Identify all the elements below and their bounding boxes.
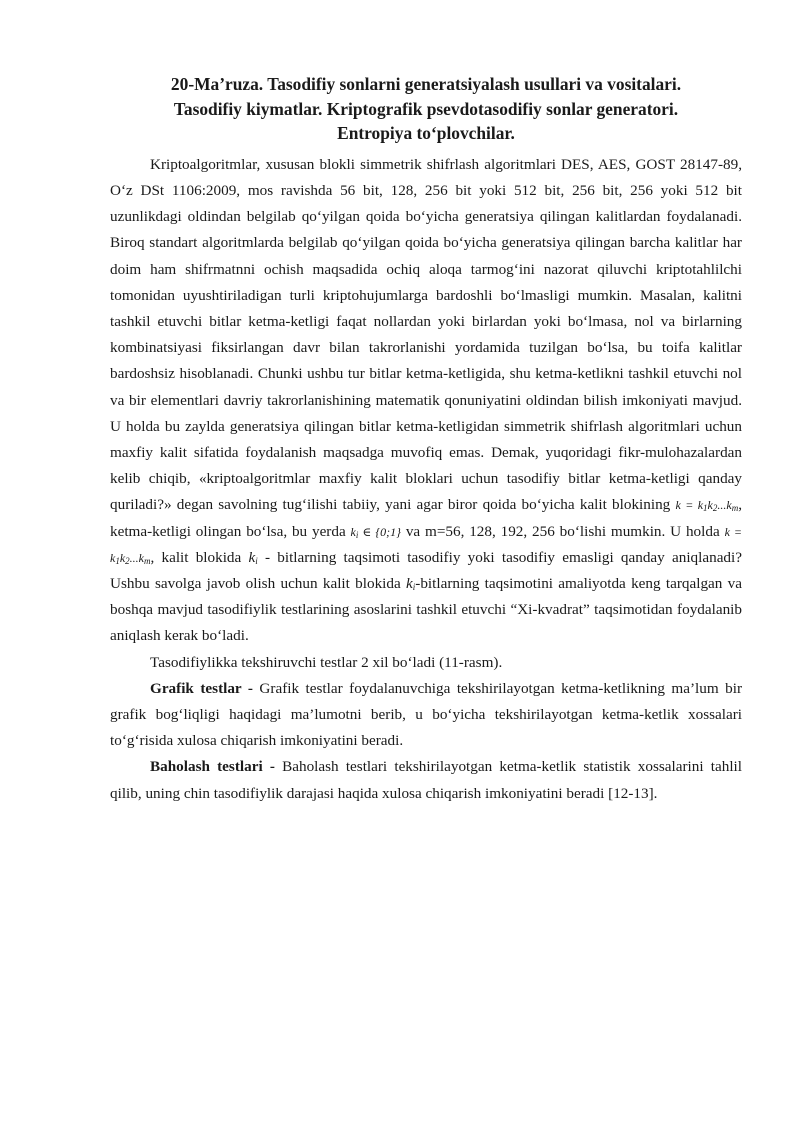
m-values: m=56, 128, 192, 256 bbox=[425, 522, 555, 540]
paragraph-text: Grafik testlar foydalanuvchiga tekshirilayotgan ketma-ketlikning ma’lum bir grafik bog‘liqligi haqidagi ma’lumotni berib, u bo‘yicha tekshirilayotgan ketma-ketlik xossalari to‘g‘risida xulosa chiqarish imkoniyatini beradi. bbox=[110, 679, 743, 750]
document-page bbox=[110, 72, 742, 807]
title-line-2: Tasodifiy kiymatlar. Kriptografik psevdotasodifiy sonlar generatori. bbox=[173, 98, 679, 119]
formula-k-sequence-2: $k = k_1k_2...k_m$ bbox=[110, 524, 743, 566]
term-graphic-tests: Grafik testlar - bbox=[150, 679, 253, 697]
paragraph-text: bo‘lishi mumkin. U holda bbox=[559, 522, 720, 540]
lecture-title bbox=[110, 72, 742, 146]
formula-k-sequence: $k = k_1k_2...k_m$ bbox=[675, 498, 739, 514]
paragraph-text: , ketma-ketligi olingan bo‘lsa, bu yerda bbox=[110, 496, 742, 540]
paragraph-intro bbox=[110, 152, 742, 650]
formula-ki: $k_i$ bbox=[248, 548, 258, 566]
title-line-3: Entropiya to‘plovchilar. bbox=[337, 123, 515, 144]
paragraph-text: va bbox=[405, 522, 421, 540]
paragraph-text: -bitlarning taqsimotini amaliyotda keng tarqalgan va boshqa mavjud tasodifiylik testlarining asoslarini tashkil etuvchi “Xi-kvadrat” taqsimotidan foydalanib aniqlash kerak bo‘ladi. bbox=[110, 575, 743, 645]
title-line-1: 20-Ma’ruza. Tasodifiy sonlarni generatsiyalash usullari va vositalari. bbox=[170, 74, 682, 94]
paragraph-tests-types: Tasodifiylikka tekshiruvchi testlar 2 xil bo‘ladi (11-rasm). bbox=[150, 653, 503, 671]
paragraph-graphic-tests bbox=[110, 676, 742, 755]
paragraph-text: , kalit blokida bbox=[150, 548, 242, 566]
formula-ki-set: $k_i$ ∈ {0;1} bbox=[350, 524, 401, 540]
paragraph-text: - bitlarning taqsimoti tasodifiy yoki tasodifiy emasligi qanday aniqlanadi? Ushbu savolga javob olish uchun kalit blokida bbox=[110, 548, 742, 593]
formula-ki-2: $k_i$ bbox=[406, 575, 416, 593]
term-evaluation-tests: Baholash testlari - bbox=[150, 758, 275, 776]
paragraph-text: Kriptoalgoritmlar, xususan blokli simmetrik shifrlash algoritmlari DES, AES, GOST 28147-89, O‘z DSt 1106:2009, mos ravishda 56 bit, 128, 256 bit yoki 512 bit, 256 bit, 256 yoki 512 bit uzunlikdagi oldindan belgilab qo‘yilgan qoida bo‘yicha generatsiya qilingan kalitlardan foydalanadi. Biroq standart algoritmlarda belgilab qo‘yilgan qoida bo‘yicha generatsiya qilingan barcha kalitlar har doim ham shifrmatnni ochish maqsadida ochiq aloqa tarmog‘ini nazorat qiluvchi kriptotahlilchi tomonidan uyushtiriladigan turli kriptohujumlarga bardoshli bo‘lmasligi mumkin. Masalan, kalitni tashkil etuvchi bitlar ketma-ketligi faqat nollardan yoki birlardan yoki bo‘lmasa, nol va birlarning kombinatsiyasi fiksirlangan davr bilan takrorlanishi yordamida tuzilgan bo‘lsa, bu toifa kalitlar bardoshsiz hisoblanadi. Chunki ushbu tur bitlar ketma-ketligida, shu ketma-ketlikni tashkil etuvchi nol va bir elementlari davriy takrorlanishining matematik qonuniyatini oldindan bilish imkoniyati mavjud. U holda bu zaylda generatsiya qilingan bitlar ketma-ketligidan simmetrik shifrlash algoritmlari uchun maxfiy kalit sifatida foydalanish maqsadga muvofiq emas. Demak, yuqoridagi fikr-mulohazalardan kelib chiqib, «kriptoalgoritmlar maxfiy kalit bloklari uchun tasodifiy bitlar ketma-ketligi qanday quriladi?» degan savolning tug‘ilishi tabiiy, yani agar biror qoida bo‘yicha kalit blokining bbox=[110, 155, 742, 514]
paragraph-evaluation-tests bbox=[110, 754, 742, 806]
paragraph-text: Baholash testlari tekshirilayotgan ketma-ketlik statistik xossalarini tahlil qilib, uning chin tasodifiylik darajasi haqida xulosa chiqarish imkoniyatini beradi [12-13]. bbox=[110, 758, 742, 802]
